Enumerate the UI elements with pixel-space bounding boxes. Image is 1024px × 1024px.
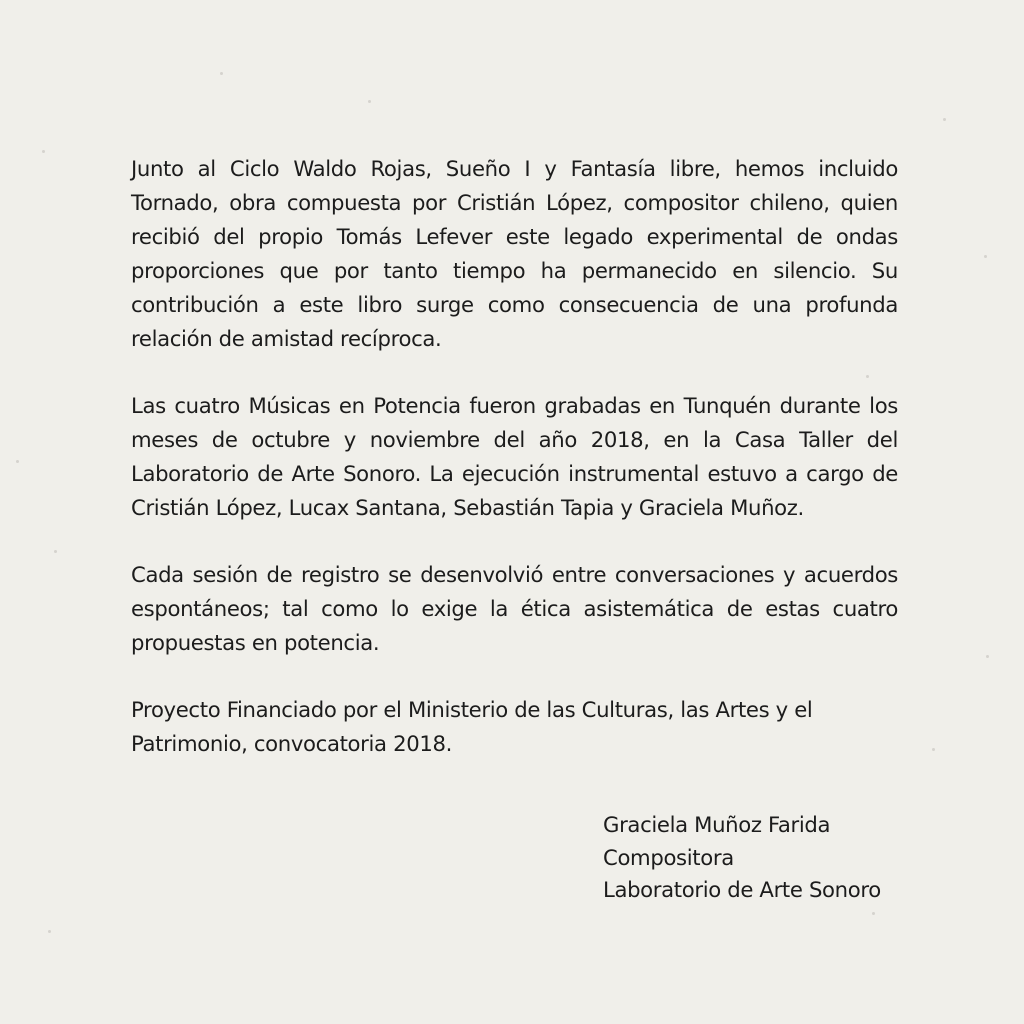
paper-speck bbox=[872, 912, 875, 915]
paragraph-2: Las cuatro Músicas en Potencia fueron grabadas en Tunquén durante los meses de octubre y noviembre del año 2018, en la Casa Taller del Laboratorio de Arte Sonoro. La ejecución instrumental estuvo a cargo de Cristián López, Lucax Santana, Sebastián Tapia y Graciela Muñoz. bbox=[131, 393, 898, 520]
signature-role: Compositora bbox=[603, 844, 734, 870]
paper-speck bbox=[943, 118, 946, 121]
paper-speck bbox=[220, 72, 223, 75]
signature-block bbox=[603, 809, 963, 907]
body-text bbox=[131, 152, 898, 794]
paragraph-1: Junto al Ciclo Waldo Rojas, Sueño I y Fantasía libre, hemos incluido Tornado, obra compuesta por Cristián López, compositor chileno, quien recibió del propio Tomás Lefever este legado experimental de ondas proporciones que por tanto tiempo ha permanecido en silencio. Su contribución a este libro surge como consecuencia de una profunda relación de amistad recíproca. bbox=[131, 156, 898, 351]
paper-speck bbox=[984, 255, 987, 258]
paper-speck bbox=[54, 550, 57, 553]
paper-speck bbox=[16, 460, 19, 463]
signature-name: Graciela Muñoz Farida bbox=[603, 812, 831, 837]
paper-speck bbox=[986, 655, 989, 658]
paragraph-4: Proyecto Financiado por el Ministerio de las Culturas, las Artes y el Patrimonio, convocatoria 2018. bbox=[131, 697, 813, 756]
paper-speck bbox=[48, 930, 51, 933]
paper-speck bbox=[368, 100, 371, 103]
paragraph-3: Cada sesión de registro se desenvolvió entre conversaciones y acuerdos espontáneos; tal como lo exige la ética asistemática de estas cuatro propuestas en potencia. bbox=[131, 562, 898, 655]
signature-organization: Laboratorio de Arte Sonoro bbox=[603, 877, 881, 902]
paper-speck bbox=[932, 748, 935, 751]
paper-speck bbox=[42, 150, 45, 153]
